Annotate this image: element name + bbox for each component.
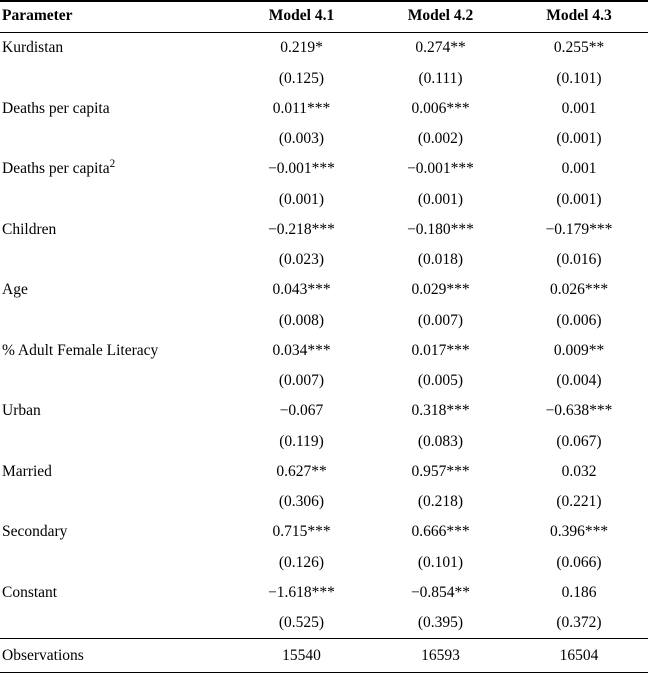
se-model-4-3: (0.067) [556, 432, 602, 450]
coef-model-4-1: −1.618*** [268, 583, 335, 601]
coef-model-4-3: −0.638*** [545, 402, 613, 420]
se-model-4-1: (0.008) [278, 311, 325, 329]
se-model-4-2: (0.005) [417, 372, 464, 389]
row-label-empty [0, 427, 232, 457]
se-model-4-3: (0.006) [556, 311, 602, 329]
row-label-empty [0, 608, 232, 639]
table-row-se [0, 306, 648, 336]
row-label: Age [2, 281, 28, 299]
se-model-4-3: (0.004) [556, 372, 602, 389]
se-model-4-3: (0.016) [556, 251, 602, 268]
coef-model-4-2: 0.957*** [411, 462, 470, 480]
coef-model-4-2: 0.318*** [411, 402, 470, 420]
table-bottom-rule [0, 673, 648, 674]
se-model-4-3: (0.001) [556, 130, 602, 147]
coef-model-4-3: 0.255** [553, 39, 605, 57]
se-model-4-3: (0.372) [556, 614, 602, 631]
coef-model-4-1: 0.627** [276, 462, 327, 480]
se-model-4-1: (0.525) [278, 614, 325, 631]
table-row-se [0, 608, 648, 639]
coef-model-4-1: −0.001*** [268, 160, 335, 178]
coef-model-4-3: −0.179*** [545, 220, 613, 238]
coef-model-4-1: 0.219* [280, 39, 323, 57]
row-label: Deaths per capita [2, 99, 110, 117]
se-model-4-1: (0.023) [278, 251, 325, 268]
row-label: Kurdistan [2, 39, 64, 57]
row-label [0, 154, 232, 185]
table-row [0, 94, 648, 125]
row-label-empty [0, 185, 232, 215]
row-label-superscript: 2 [109, 158, 116, 171]
table-row [0, 457, 648, 488]
observations-row [0, 639, 648, 673]
se-model-4-1: (0.003) [278, 130, 325, 147]
se-model-4-2: (0.395) [417, 614, 464, 631]
table-header [0, 1, 648, 33]
coef-model-4-3: 0.032 [561, 462, 597, 480]
coef-model-4-1: 0.011*** [272, 99, 331, 117]
row-label-empty [0, 487, 232, 517]
table-header-row [0, 1, 648, 33]
row-label: Married [2, 462, 52, 480]
coef-model-4-1: 0.715*** [272, 523, 331, 541]
coef-model-4-3: 0.026*** [549, 281, 609, 299]
table-row [0, 275, 648, 306]
table-row [0, 33, 648, 64]
bottom-rule-cell [0, 673, 232, 674]
observations-model-4-1: 15540 [232, 639, 371, 673]
table-row-se [0, 487, 648, 517]
table-row-se [0, 245, 648, 275]
se-model-4-2: (0.111) [418, 69, 463, 87]
se-model-4-1: (0.125) [278, 69, 325, 87]
coef-model-4-2: 0.029*** [411, 281, 470, 299]
se-model-4-1: (0.126) [278, 553, 325, 571]
row-label-empty [0, 366, 232, 396]
bottom-rule-cell [232, 673, 371, 674]
table-row [0, 396, 648, 427]
table-row-se [0, 64, 648, 94]
column-header-parameter: Parameter [0, 1, 232, 33]
row-label-empty [0, 306, 232, 336]
coef-model-4-3: 0.001 [561, 99, 597, 117]
coef-model-4-2: 0.666*** [411, 523, 470, 541]
coef-model-4-2: 0.006*** [411, 99, 470, 117]
observations-label: Observations [0, 639, 232, 673]
row-label: % Adult Female Literacy [2, 341, 159, 359]
coef-model-4-3: 0.001 [561, 160, 597, 178]
se-model-4-2: (0.007) [417, 311, 464, 329]
coef-model-4-2: −0.180*** [407, 220, 474, 238]
row-label: Secondary [2, 523, 68, 541]
coef-model-4-1: −0.067 [279, 402, 324, 420]
coef-model-4-3: 0.009** [553, 341, 605, 359]
table-row-se [0, 427, 648, 457]
coef-model-4-1: 0.034*** [272, 341, 331, 359]
se-model-4-2: (0.018) [417, 251, 464, 268]
row-label-text: Deaths per capita [2, 160, 110, 178]
table-row [0, 215, 648, 246]
bottom-rule-cell [371, 673, 510, 674]
column-header-model-4-3: Model 4.3 [510, 1, 648, 33]
row-label: Constant [2, 583, 58, 601]
observations-model-4-3: 16504 [510, 639, 648, 673]
table-row-se [0, 185, 648, 215]
row-label-empty [0, 124, 232, 154]
coef-model-4-3: 0.396*** [549, 523, 609, 541]
table-row [0, 336, 648, 367]
coef-model-4-2: 0.017*** [411, 341, 470, 359]
coef-model-4-3: 0.186 [561, 583, 597, 601]
row-label-empty [0, 548, 232, 578]
se-model-4-2: (0.002) [417, 130, 464, 147]
table-row-se [0, 366, 648, 396]
row-label: Urban [2, 402, 41, 420]
row-label-empty [0, 245, 232, 275]
table-row [0, 517, 648, 548]
se-model-4-3: (0.066) [556, 553, 602, 571]
se-model-4-2: (0.001) [417, 190, 464, 208]
coef-model-4-1: 0.043*** [272, 281, 331, 299]
se-model-4-3: (0.101) [556, 69, 602, 87]
se-model-4-1: (0.306) [278, 493, 325, 510]
se-model-4-1: (0.119) [279, 432, 324, 450]
column-header-model-4-2: Model 4.2 [371, 1, 510, 33]
table-row-se [0, 548, 648, 578]
se-model-4-1: (0.007) [278, 372, 325, 389]
se-model-4-2: (0.218) [417, 493, 464, 510]
row-label-empty [0, 64, 232, 94]
table-row [0, 154, 648, 185]
se-model-4-1: (0.001) [278, 190, 325, 208]
coef-model-4-2: −0.001*** [407, 160, 474, 178]
coef-model-4-2: 0.274** [415, 39, 466, 57]
coef-model-4-2: −0.854** [410, 583, 471, 601]
se-model-4-2: (0.101) [417, 553, 464, 571]
table-row [0, 578, 648, 609]
table-body [0, 33, 648, 674]
coef-model-4-1: −0.218*** [268, 220, 335, 238]
table-row-se [0, 124, 648, 154]
row-label: Children [2, 220, 57, 238]
se-model-4-2: (0.083) [417, 432, 464, 450]
observations-model-4-2: 16593 [371, 639, 510, 673]
se-model-4-3: (0.001) [556, 190, 602, 208]
se-model-4-3: (0.221) [556, 493, 602, 510]
bottom-rule-cell [510, 673, 648, 674]
column-header-model-4-1: Model 4.1 [232, 1, 371, 33]
